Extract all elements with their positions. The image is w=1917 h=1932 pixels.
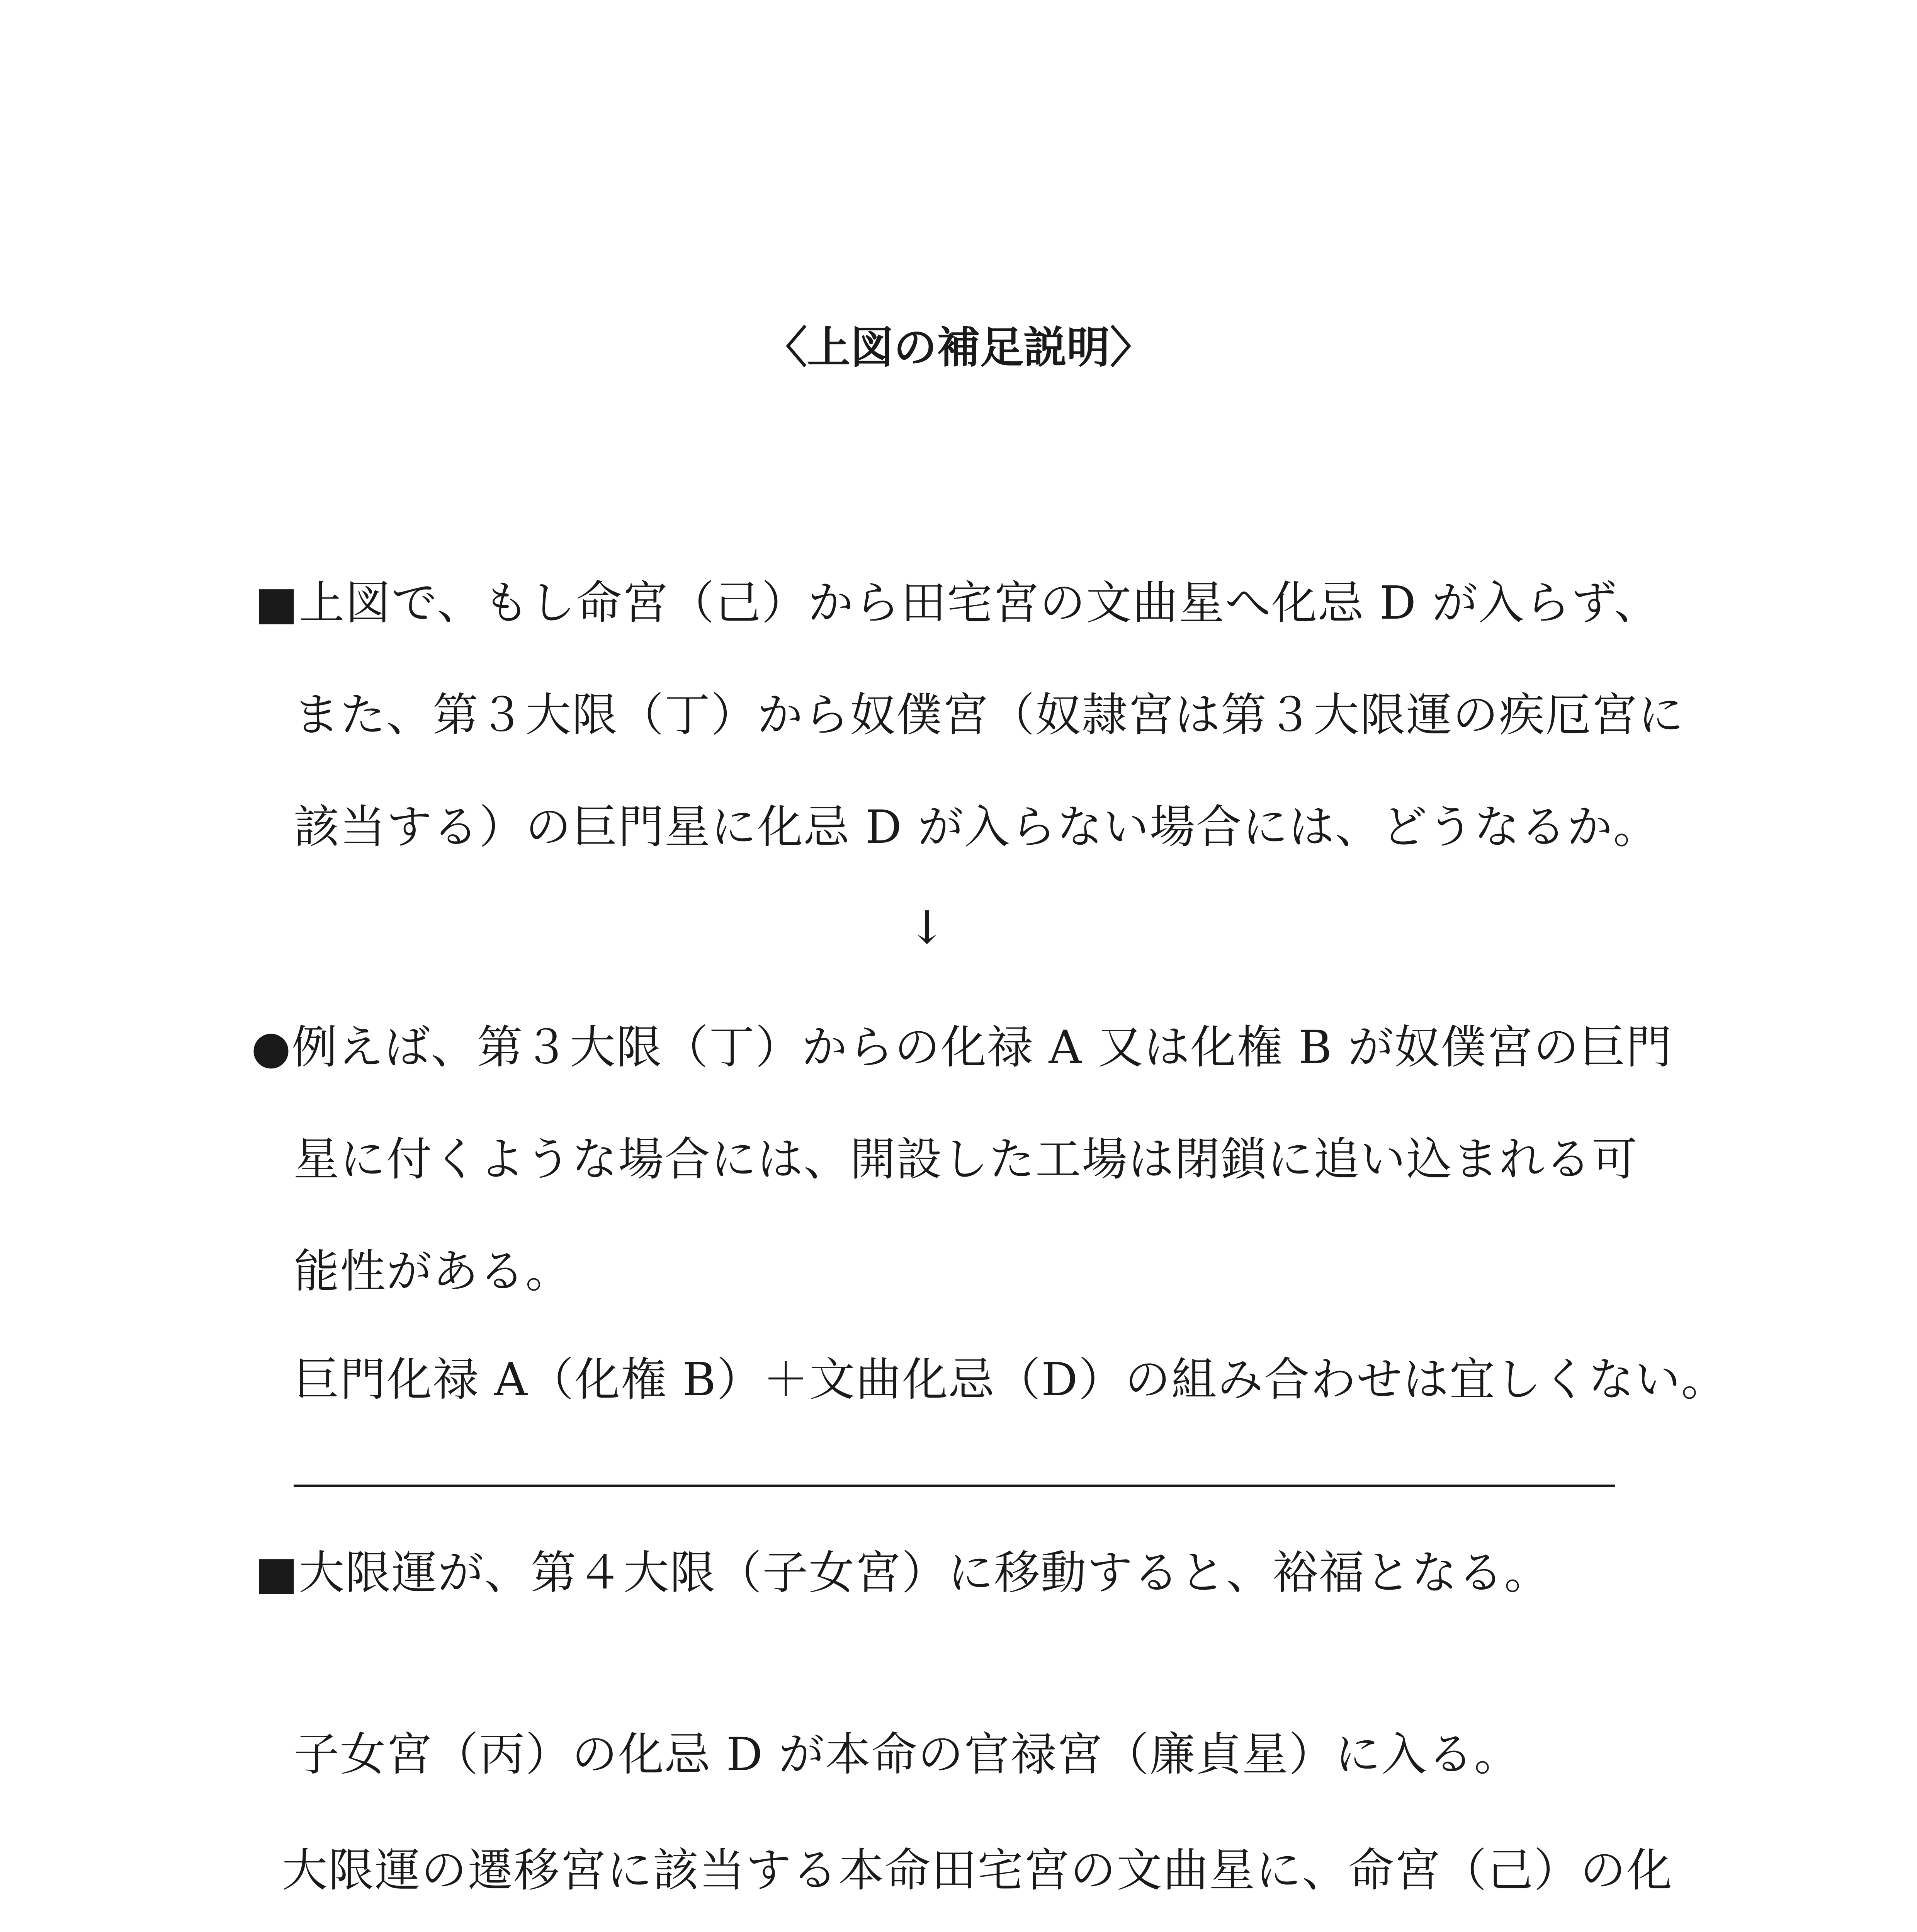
section1-line1: ■上図で、もし命宮（己）から田宅宮の文曲星へ化忌 D が入らず、 — [255, 576, 1660, 629]
section1-line3: 該当する）の巨門星に化忌 D が入らない場合には、どうなるか。 — [294, 800, 1660, 854]
section2-line3: 能性がある。 — [294, 1245, 572, 1298]
conclusion-underline — [294, 1485, 1615, 1487]
section3-line1: ■大限運が、第４大限（子女宮）に移動すると、裕福となる。 — [255, 1546, 1551, 1599]
section3-line3: 大限運の遷移宮に該当する本命田宅宮の文曲星に、命宮（己）の化 — [282, 1844, 1673, 1897]
section2-line1: ●例えば、第３大限（丁）からの化禄 A 又は化権 B が奴僕宮の巨門 — [251, 1020, 1672, 1074]
section2-conclusion: 巨門化禄 A（化権 B）＋文曲化忌（D）の組み合わせは宜しくない。 — [294, 1353, 1728, 1406]
page-title: 〈上図の補足説明〉 — [764, 322, 1153, 373]
down-arrow-icon: ↓ — [908, 901, 946, 954]
section2-line2: 星に付くような場合には、開設した工場は閉鎖に追い込まれる可 — [294, 1133, 1638, 1186]
section1-line2: また、第３大限（丁）から奴僕宮（奴隷宮は第３大限運の疾厄宮に — [294, 688, 1685, 742]
section3-line2: 子女宮（丙）の化忌 D が本命の官禄宮（廉貞星）に入る。 — [294, 1728, 1521, 1781]
